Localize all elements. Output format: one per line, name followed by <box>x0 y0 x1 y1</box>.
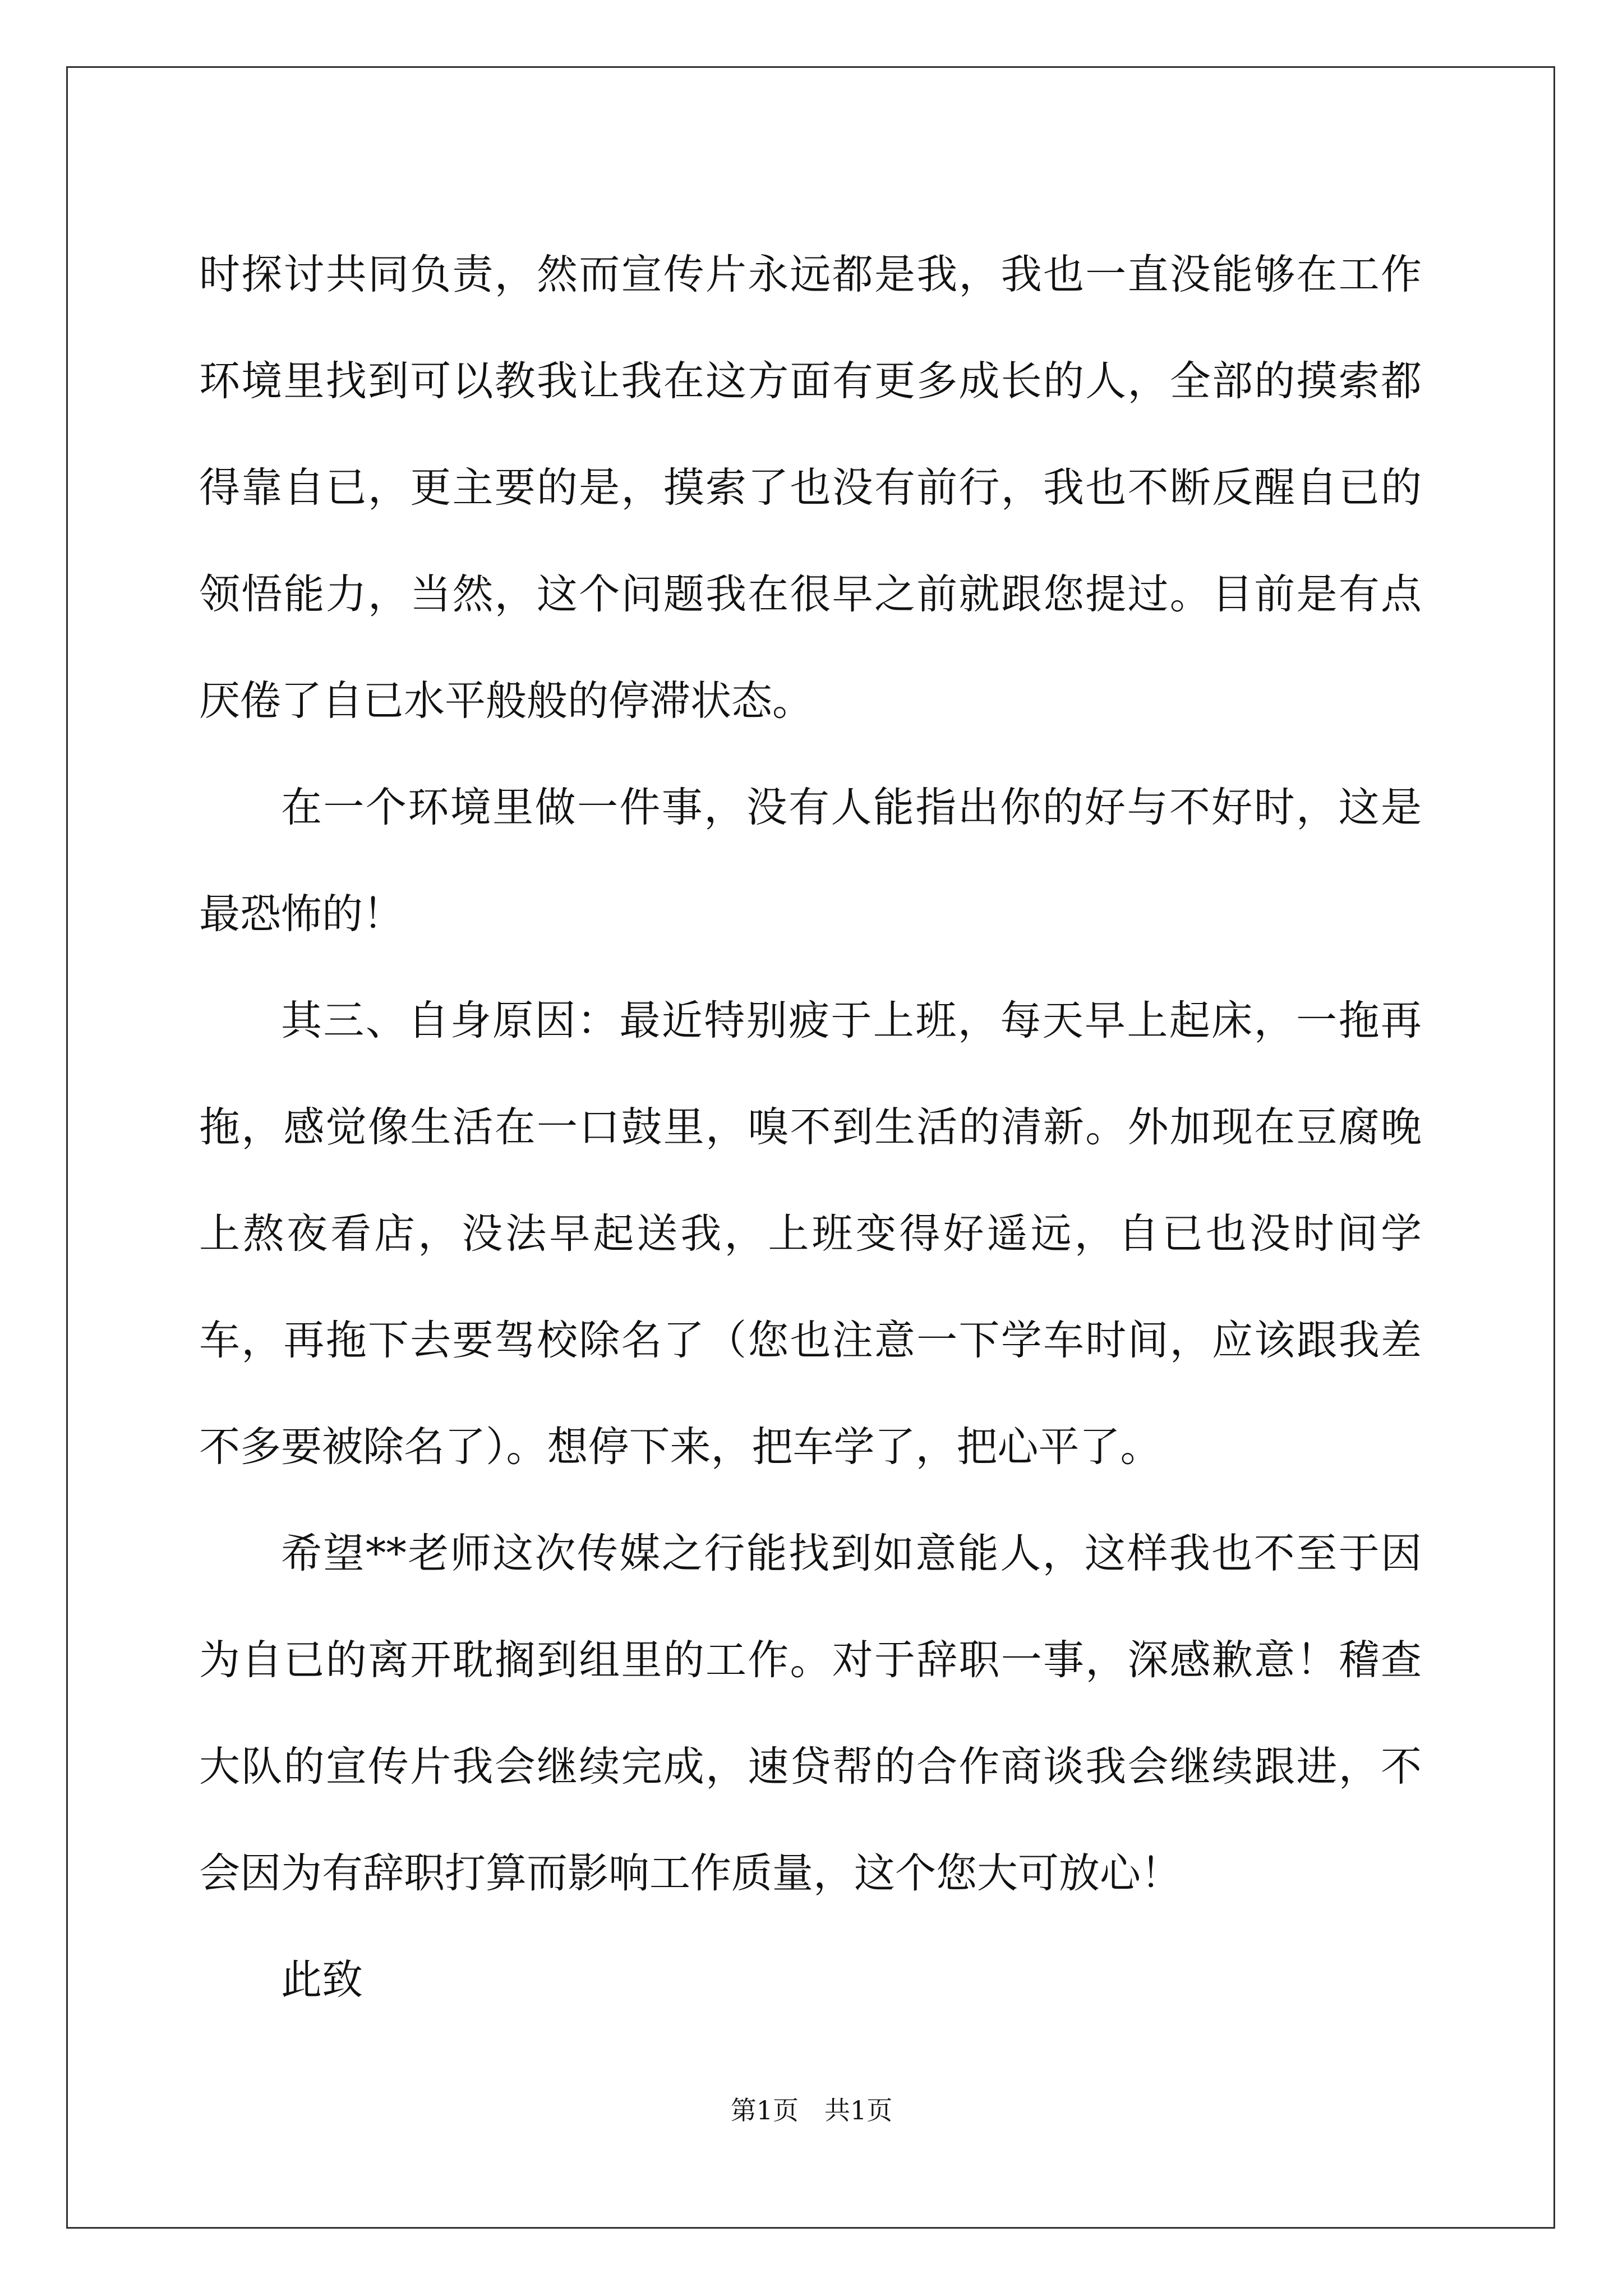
page-footer: 第1页 共1页 <box>730 2095 893 2125</box>
paragraph-continuation: 时探讨共同负责，然而宣传片永远都是我，我也一直没能够在工作环境里找到可以教我让我在这方面有更多成长的人，全部的摸索都得靠自已，更主要的是，摸索了也没有前行，我也不断反醒自已的领悟能力，当然，这个问题我在很早之前就跟您提过。目前是有点厌倦了自已水平般般的停滞状态。 <box>199 251 1422 725</box>
paragraph-closing: 此致 <box>281 1956 363 2004</box>
paragraph-personal-reasons: 其三、自身原因：最近特别疲于上班，每天早上起床，一拖再拖，感觉像生活在一口鼓里，嗅不到生活的清新。外加现在豆腐晚上熬夜看店，没法早起送我，上班变得好遥远，自已也没时间学车，再拖下去要驾校除名了（您也注意一下学车时间，应该跟我差不多要被除名了）。想停下来，把车学了，把心平了。 <box>199 997 1422 1471</box>
paragraph-environment: 在一个环境里做一件事，没有人能指出你的好与不好时，这是最恐怖的！ <box>199 784 1422 938</box>
document-body <box>199 222 1422 2033</box>
paragraph-hope: 希望**老师这次传媒之行能找到如意能人，这样我也不至于因为自已的离开耽搁到组里的工作。对于辞职一事，深感歉意！稽查大队的宣传片我会继续完成，速贷帮的合作商谈我会继续跟进，不会因为有辞职打算而影响工作质量，这个您大可放心！ <box>199 1530 1422 1897</box>
